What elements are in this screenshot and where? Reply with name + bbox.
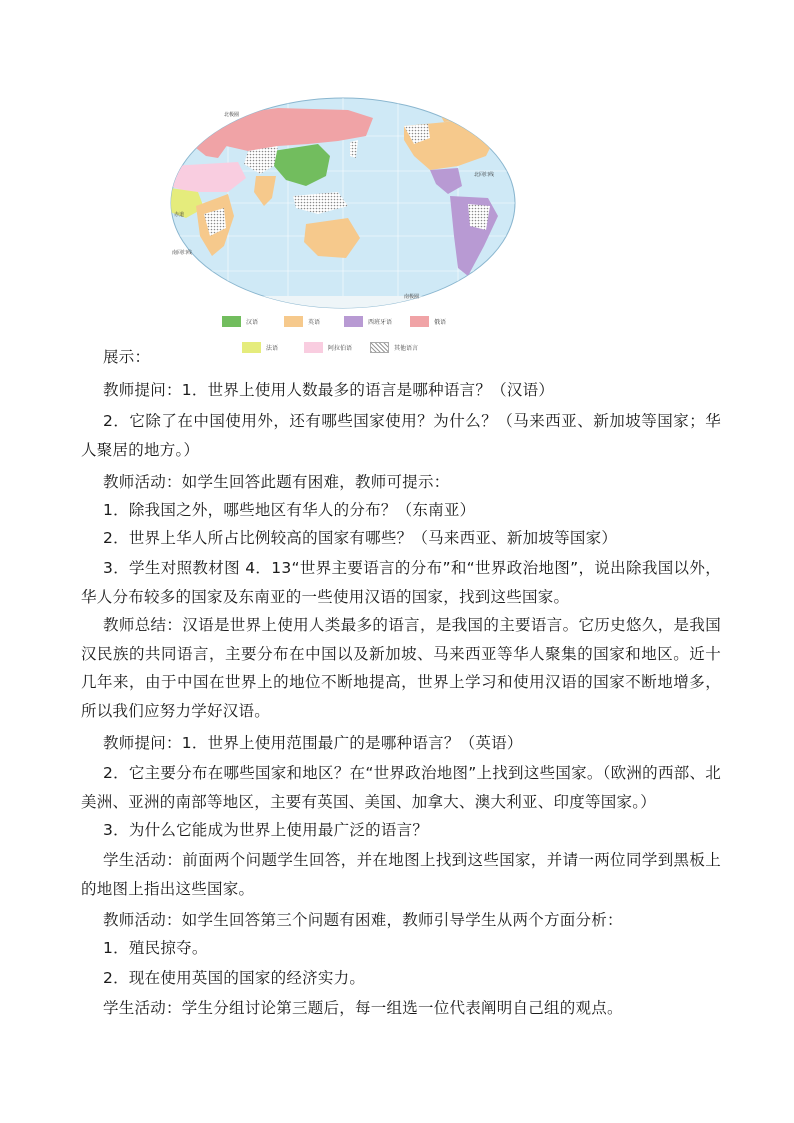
paragraph: 2．它除了在中国使用外，还有哪些国家使用？为什么？（马来西亚、新加坡等国家；华人聚居的地方。） (81, 412, 721, 459)
antarctic-circle-label: 南极圈 (404, 294, 420, 300)
paragraph: 3．学生对照教材图 4．13“世界主要语言的分布”和“世界政治地图”，说出除我国以外，华人分布较多的国家及东南亚的一些使用汉语的国家，找到这些国家。 (81, 559, 721, 606)
legend-item-english: 英语 (284, 316, 320, 327)
paragraph: 2．世界上华人所占比例较高的国家有哪些？（马来西亚、新加坡等国家） (103, 529, 618, 547)
legend-swatch (284, 316, 303, 327)
paragraph: 1．除我国之外，哪些地区有华人的分布？（东南亚） (103, 501, 476, 519)
legend-item-french: 法语 (242, 342, 278, 353)
tropic-cancer-label: 北回归线 (474, 172, 495, 178)
paragraph: 学生活动：前面两个问题学生回答，并在地图上找到这些国家，并请一两位同学到黑板上的地图上指出这些国家。 (81, 851, 721, 898)
paragraph: 2．它主要分布在哪些国家和地区？在“世界政治地图”上找到这些国家。（欧洲的西部、北美洲、亚洲的南部等地区，主要有英国、美国、加拿大、澳大利亚、印度等国家。） (81, 764, 721, 811)
legend-swatch (344, 316, 363, 327)
legend-item-russian: 俄语 (410, 316, 446, 327)
paragraph: 学生活动：学生分组讨论第三题后，每一组选一位代表阐明自己组的观点。 (103, 999, 623, 1017)
tropic-capricorn-label: 南回归线 (172, 250, 193, 256)
legend-swatch (222, 316, 241, 327)
legend-item-arabic: 阿拉伯语 (304, 342, 352, 353)
paragraph: 教师活动：如学生回答第三个问题有困难，教师引导学生从两个方面分析： (103, 911, 623, 929)
paragraph: 教师提问：1．世界上使用范围最广的是哪种语言？（英语） (103, 734, 523, 752)
paragraph: 教师活动：如学生回答此题有困难，教师可提示： (103, 473, 450, 491)
legend-item-other: 其他语言 (370, 342, 418, 353)
arctic-circle-label: 北极圈 (224, 112, 240, 118)
world-language-map (168, 96, 518, 311)
paragraph: 3．为什么它能成为世界上使用最广泛的语言？ (103, 821, 429, 839)
paragraph: 2．现在使用英国的国家的经济实力。 (103, 969, 366, 987)
equator-label: 赤道 (174, 212, 185, 218)
paragraph: 教师提问：1．世界上使用人数最多的语言是哪种语言？（汉语） (103, 381, 555, 399)
show-label: 展示： (103, 348, 151, 366)
legend-item-chinese: 汉语 (222, 316, 258, 327)
paragraph: 教师总结：汉语是世界上使用人类最多的语言，是我国的主要语言。它历史悠久，是我国汉民族的共同语言，主要分布在中国以及新加坡、马来西亚等华人聚集的国家和地区。近十几年来，由于中国在世界上的地位不断地提高，世界上学习和使用汉语的国家不断地增多，所以我们应努力学好汉语。 (81, 616, 721, 720)
legend-item-spanish: 西班牙语 (344, 316, 392, 327)
paragraph: 1．殖民掠夺。 (103, 939, 208, 957)
legend-swatch (410, 316, 429, 327)
